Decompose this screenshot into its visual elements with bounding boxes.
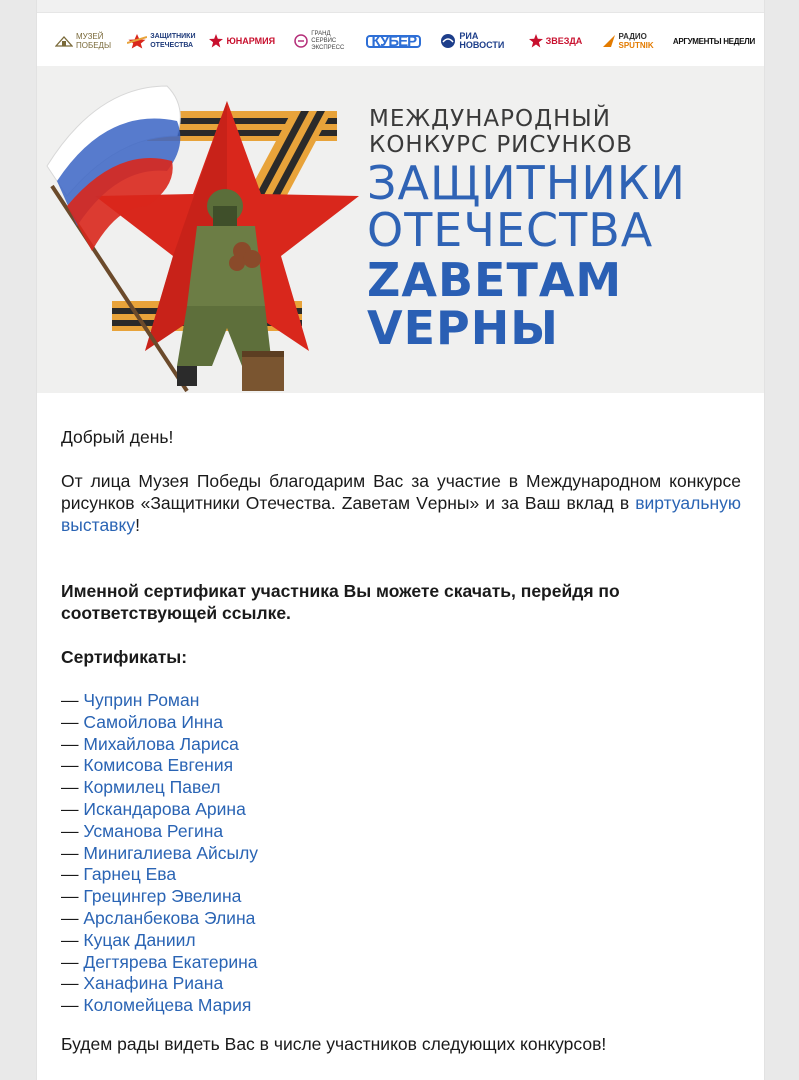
certificate-item — [61, 864, 741, 886]
certificate-link[interactable]: Коломейцева Мария — [83, 995, 252, 1016]
kuber-logo — [366, 32, 421, 50]
defenders-logo-text: ЗАЩИТНИКИ ОТЕЧЕСТВА — [150, 33, 196, 49]
sputnik-logo-words — [619, 32, 654, 50]
banner-title-line2: ОТЕЧЕСТВА — [367, 203, 654, 257]
certificate-link[interactable]: Чуприн Роман — [83, 690, 200, 710]
yunarmia-logo — [209, 34, 275, 48]
list-dash: — — [61, 929, 84, 950]
list-dash: — — [61, 951, 84, 972]
greeting: Добрый день! — [61, 427, 174, 447]
grand-service-logo — [294, 31, 347, 52]
defenders-logo — [127, 32, 196, 50]
banner-title-line1: ЗАЩИТНИКИ — [367, 156, 686, 210]
list-dash: — — [61, 777, 84, 798]
certificate-link[interactable]: Ханафина Риана — [83, 973, 224, 994]
zvezda-logo — [529, 34, 583, 48]
thanks-paragraph — [61, 470, 741, 536]
certificate-link[interactable]: Михайлова Лариса — [83, 733, 239, 754]
certificate-link[interactable]: Дегтярева Екатерина — [83, 951, 258, 972]
argumenty-logo — [673, 37, 755, 46]
list-dash: — — [61, 842, 84, 863]
thanks-end: ! — [135, 515, 140, 535]
banner-slogan-line1: ZАВЕТАМ — [367, 253, 623, 307]
certificate-link[interactable]: Куцак Даниил — [83, 929, 196, 950]
radio-text: РАДИО — [618, 32, 647, 41]
certificate-link[interactable]: Искандарова Арина — [83, 798, 246, 819]
certificate-link[interactable]: Комисова Евгения — [83, 755, 234, 776]
grand-service-logo-text: ГРАНД СЕРВИС ЭКСПРЕСС — [311, 30, 345, 51]
certificate-item — [61, 712, 741, 734]
list-dash: — — [61, 973, 84, 994]
certificate-link[interactable]: Арсланбекова Элина — [83, 907, 256, 928]
argumenty-logo-text: АРГУМЕНТЫ НЕДЕЛИ — [672, 36, 755, 46]
certificate-link[interactable]: Минигалиева Айсылу — [83, 842, 259, 863]
certificate-link[interactable]: Самойлова Инна — [83, 711, 223, 732]
sputnik-text: SPUTNIK — [618, 41, 654, 50]
certificate-item — [61, 952, 741, 974]
certificate-info: Именной сертификат участника Вы можете скачать, перейдя по соответствующей ссылке. — [61, 581, 620, 623]
contest-banner — [37, 66, 764, 393]
certificates-title: Сертификаты: — [61, 647, 188, 667]
banner-slogan-line2: VЕРНЫ — [367, 301, 559, 355]
list-dash: — — [61, 798, 84, 819]
certificate-item — [61, 843, 741, 865]
certificate-link[interactable]: Грецингер Эвелина — [83, 886, 242, 907]
closing-text: Будем рады видеть Вас в числе участников следующих конкурсов! — [61, 1033, 607, 1054]
certificate-item — [61, 995, 741, 1017]
list-dash: — — [61, 886, 84, 907]
certificate-item — [61, 821, 741, 843]
yunarmia-logo-text: ЮНАРМИЯ — [226, 35, 276, 46]
certificate-item — [61, 886, 741, 908]
sputnik-logo — [602, 32, 654, 50]
certificate-item — [61, 908, 741, 930]
list-dash: — — [61, 995, 84, 1016]
certificate-item — [61, 690, 741, 712]
museum-logo — [55, 32, 112, 50]
certificate-link[interactable]: Кормилец Павел — [83, 777, 221, 798]
ria-logo — [440, 32, 509, 50]
certificate-item — [61, 930, 741, 952]
list-dash: — — [61, 711, 84, 732]
list-dash: — — [61, 907, 84, 928]
thanks-text: От лица Музея Победы благодарим Вас за участие в Международном конкурсе рисунков «Защитники Отечества. Zаветам Vерны» и за Ваш вклад в — [61, 471, 741, 513]
ria-logo-text: РИА НОВОСТИ — [459, 31, 505, 50]
email-card — [36, 0, 765, 1080]
list-dash: — — [61, 690, 84, 710]
certificates-list — [61, 690, 741, 1017]
banner-subtitle-line2: КОНКУРС РИСУНКОВ — [369, 132, 633, 158]
letter-body — [61, 426, 741, 1055]
zvezda-logo-text: ЗВЕЗДА — [545, 35, 583, 46]
kuber-logo-text: КУБЕР — [366, 35, 421, 48]
list-dash: — — [61, 733, 84, 754]
virtual-exhibition-link[interactable]: виртуальную выставку — [61, 493, 741, 535]
partner-logos — [55, 24, 755, 58]
certificate-item — [61, 734, 741, 756]
certificate-item — [61, 973, 741, 995]
list-dash: — — [61, 755, 84, 776]
banner-subtitle-line1: МЕЖДУНАРОДНЫЙ — [369, 106, 611, 132]
certificate-item — [61, 755, 741, 777]
top-edge — [37, 0, 764, 13]
certificate-link[interactable]: Усманова Регина — [83, 820, 224, 841]
museum-logo-text: МУЗЕЙ ПОБЕДЫ — [76, 32, 112, 50]
certificate-item — [61, 777, 741, 799]
certificate-item — [61, 799, 741, 821]
certificate-link[interactable]: Гарнец Ева — [83, 864, 177, 885]
list-dash: — — [61, 864, 84, 885]
list-dash: — — [61, 820, 84, 841]
